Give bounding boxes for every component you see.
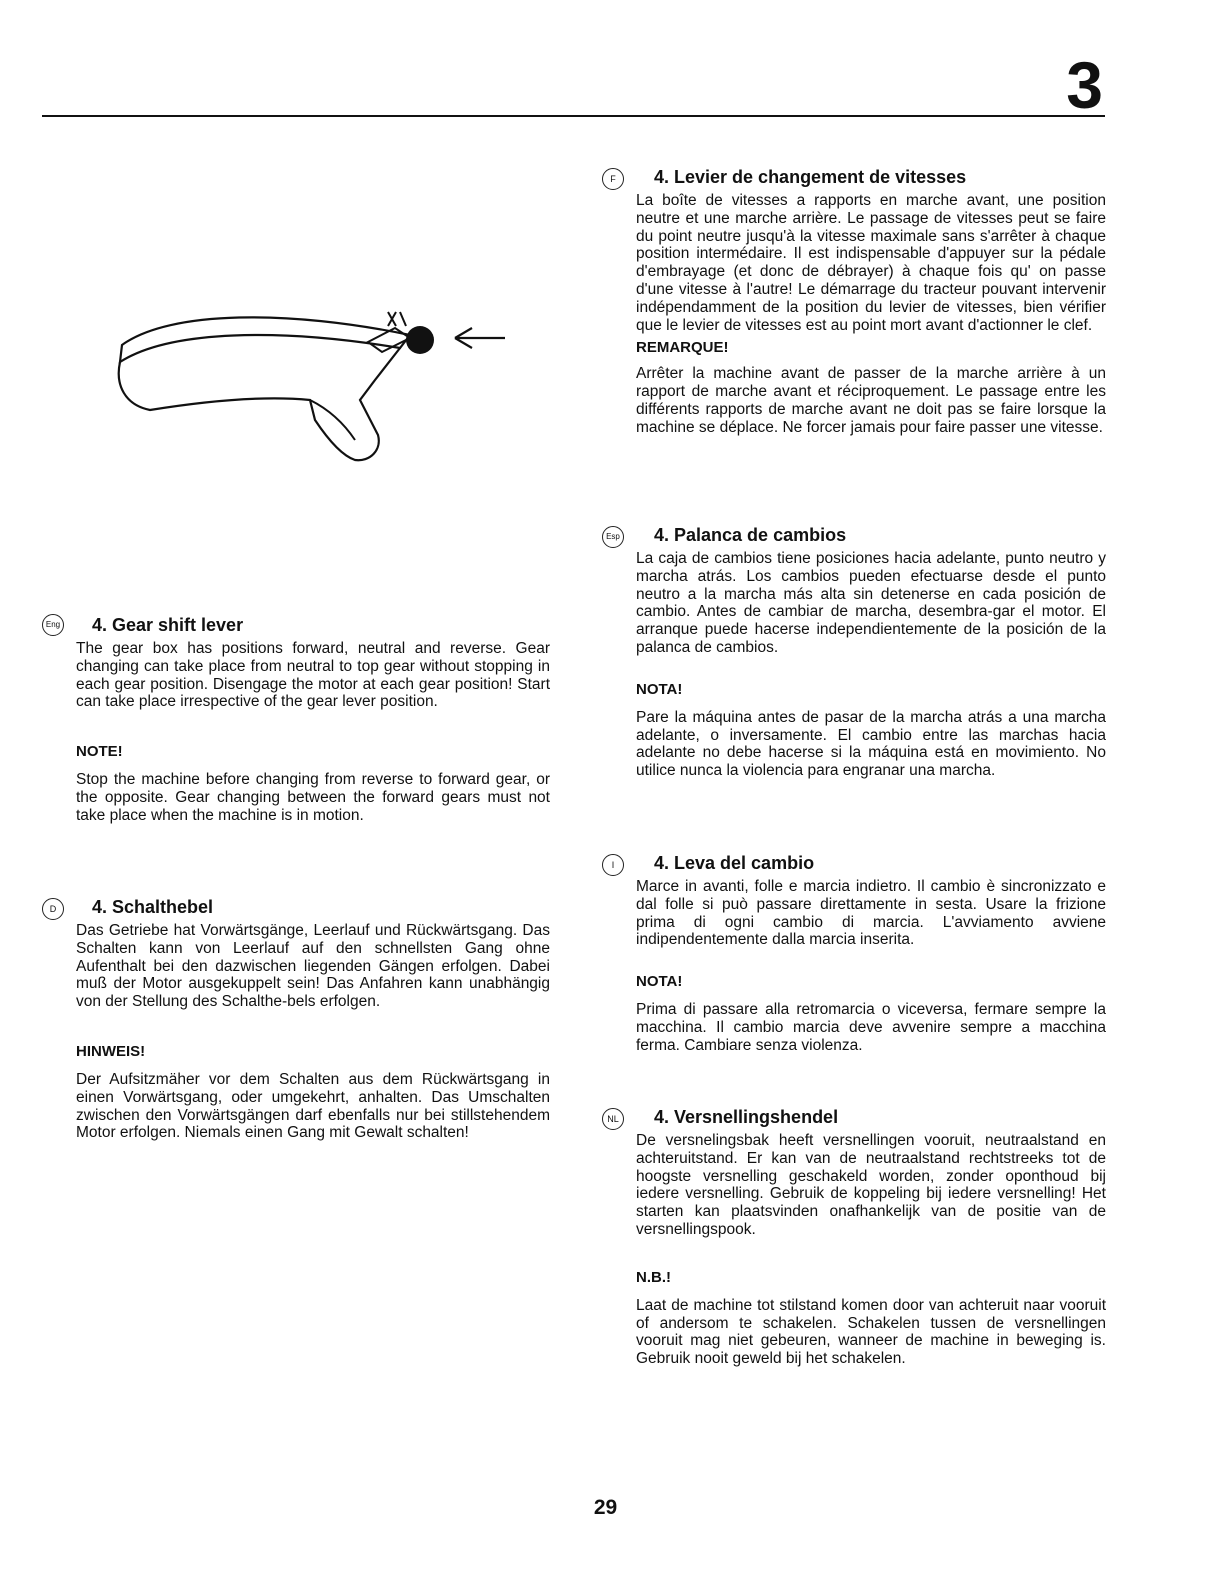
note-body: Laat de machine tot stilstand komen door van achteruit naar vooruit of andersom te schakelen. Schakelen tussen de versnellingen vooruit mag niet gebeuren, wanneer de machine in beweging is. Gebruik nooit geweld bij het schakelen.: [636, 1296, 1106, 1368]
section-french: [602, 166, 1106, 437]
language-badge-spanish: Esp: [602, 526, 624, 548]
section-spanish: [602, 524, 1106, 780]
note-heading: N.B.!: [636, 1268, 671, 1286]
note-heading: NOTA!: [636, 973, 683, 991]
section-body: De versnelingsbak heeft versnellingen vooruit, neutraalstand en achteruitstand. Er kan van de neutraalstand rechtstreeks tot de hoogste versnelling geschakeld worden, zonder oponthoud bij iedere versnelling. Gebruik de koppeling bij iedere versnelling! Het starten kan plaatsvinden onafhankelijk van de positie van de versnellingspook.: [636, 1132, 1106, 1238]
section-german: [42, 896, 550, 1142]
section-italian: [602, 852, 1106, 1055]
note-heading: REMARQUE!: [636, 339, 729, 357]
section-body: Marce in avanti, folle e marcia indietro. Il cambio è sincronizzato e dal folle si può passare direttamente in sesta. Usare la frizione prima di ogni cambio di marcia. L'avviamento avviene indipendentemente dalla marcia inserita.: [636, 878, 1106, 949]
section-title: 4. Versnellingshendel: [654, 1107, 839, 1127]
section-title: 4. Leva del cambio: [654, 853, 815, 873]
language-badge-italian: I: [602, 854, 624, 876]
section-body: Das Getriebe hat Vorwärtsgänge, Leerlauf und Rückwärtsgang. Das Schalten kann von Leerlauf auf den schnellsten Gang ohne Aufenthalt bei den dazwischen liegenden Gängen erfolgen. Dabei muß der Motor ausgekuppelt sein! Das Anfahren kann unabhängig von der Stellung des Schalthe-bels erfolgen.: [76, 922, 550, 1011]
page-number: 29: [593, 1496, 618, 1519]
note-body: Stop the machine before changing from reverse to forward gear, or the opposite. Gear changing between the forward gears must not take place when the machine is in motion.: [76, 771, 550, 824]
note-body: Der Aufsitzmäher vor dem Schalten aus dem Rückwärtsgang in einen Vorwärtsgang, oder umgekehrt, anhalten. Das Umschalten zwischen den Vorwärtsgängen darf ebenfalls nur bei stillstehendem Motor erfolgen. Niemals einen Gang mit Gewalt schalten!: [76, 1070, 550, 1142]
section-body: La boîte de vitesses a rapports en marche avant, une position neutre et une marche arrière. Le passage de vitesses peut se faire du point neutre jusqu'à la vitesse maximale sans s'arrêter à chaque position intermédaire. Il est indispensable d'appuyer sur la pédale d'embrayage (et donc de débrayer) à chaque fois qu' on passe d'une vitesse à l'autre! Le démarrage du tracteur pouvant intervenir indépendamment de la position du levier de vitesses, bien vérifier que le levier de vitesses est au point mort avant d'actionner le clef.: [636, 192, 1106, 334]
note-body: Pare la máquina antes de pasar de la marcha atrás a una marcha adelante, o inversamente. El cambio entre las marchas hacia adelante no debe hacerse si la máquina está en movimiento. No utilice nunca la violencia para engranar una marcha.: [636, 708, 1106, 780]
note-body: Arrêter la machine avant de passer de la marche arrière à un rapport de marche avant et réciproquement. Le passage entre les différents rapports de marche avant ne doit pas se faire lorsque la machine se déplace. Ne forcer jamais pour faire passer une vitesse.: [636, 365, 1106, 436]
section-title: 4. Gear shift lever: [92, 615, 244, 635]
chapter-number: 3: [1066, 48, 1103, 122]
header-rule: [42, 115, 1105, 117]
language-badge-dutch: NL: [602, 1108, 624, 1130]
language-badge-english: Eng: [42, 614, 64, 636]
language-badge-german: D: [42, 898, 64, 920]
section-english: [42, 614, 550, 825]
section-body: The gear box has positions forward, neutral and reverse. Gear changing can take place from neutral to top gear without stopping in each gear position. Disengage the motor at each gear position! Start can take place irrespective of the gear lever position.: [76, 640, 550, 711]
note-heading: NOTE!: [76, 743, 123, 761]
gear-gate-illustration: [110, 290, 530, 480]
section-title: 4. Schalthebel: [92, 897, 214, 917]
section-body: La caja de cambios tiene posiciones hacia adelante, punto neutro y marcha atrás. Los cambios pueden efectuarse desde el punto neutro a la marcha más alta sin detenerse en cada posición de cambio. Antes de cambiar de marcha, desembra-gar el motor. El arranque puede hacerse independientemente de la posición de la palanca de cambios.: [636, 550, 1106, 656]
note-heading: NOTA!: [636, 680, 683, 698]
language-badge-french: F: [602, 168, 624, 190]
note-heading: HINWEIS!: [76, 1042, 146, 1060]
section-title: 4. Levier de changement de vitesses: [654, 167, 967, 187]
section-title: 4. Palanca de cambios: [654, 525, 847, 545]
section-dutch: [602, 1106, 1106, 1368]
note-body: Prima di passare alla retromarcia o viceversa, fermare sempre la macchina. Il cambio marcia deve avvenire sempre a macchina ferma. Cambiare senza violenza.: [636, 1001, 1106, 1054]
